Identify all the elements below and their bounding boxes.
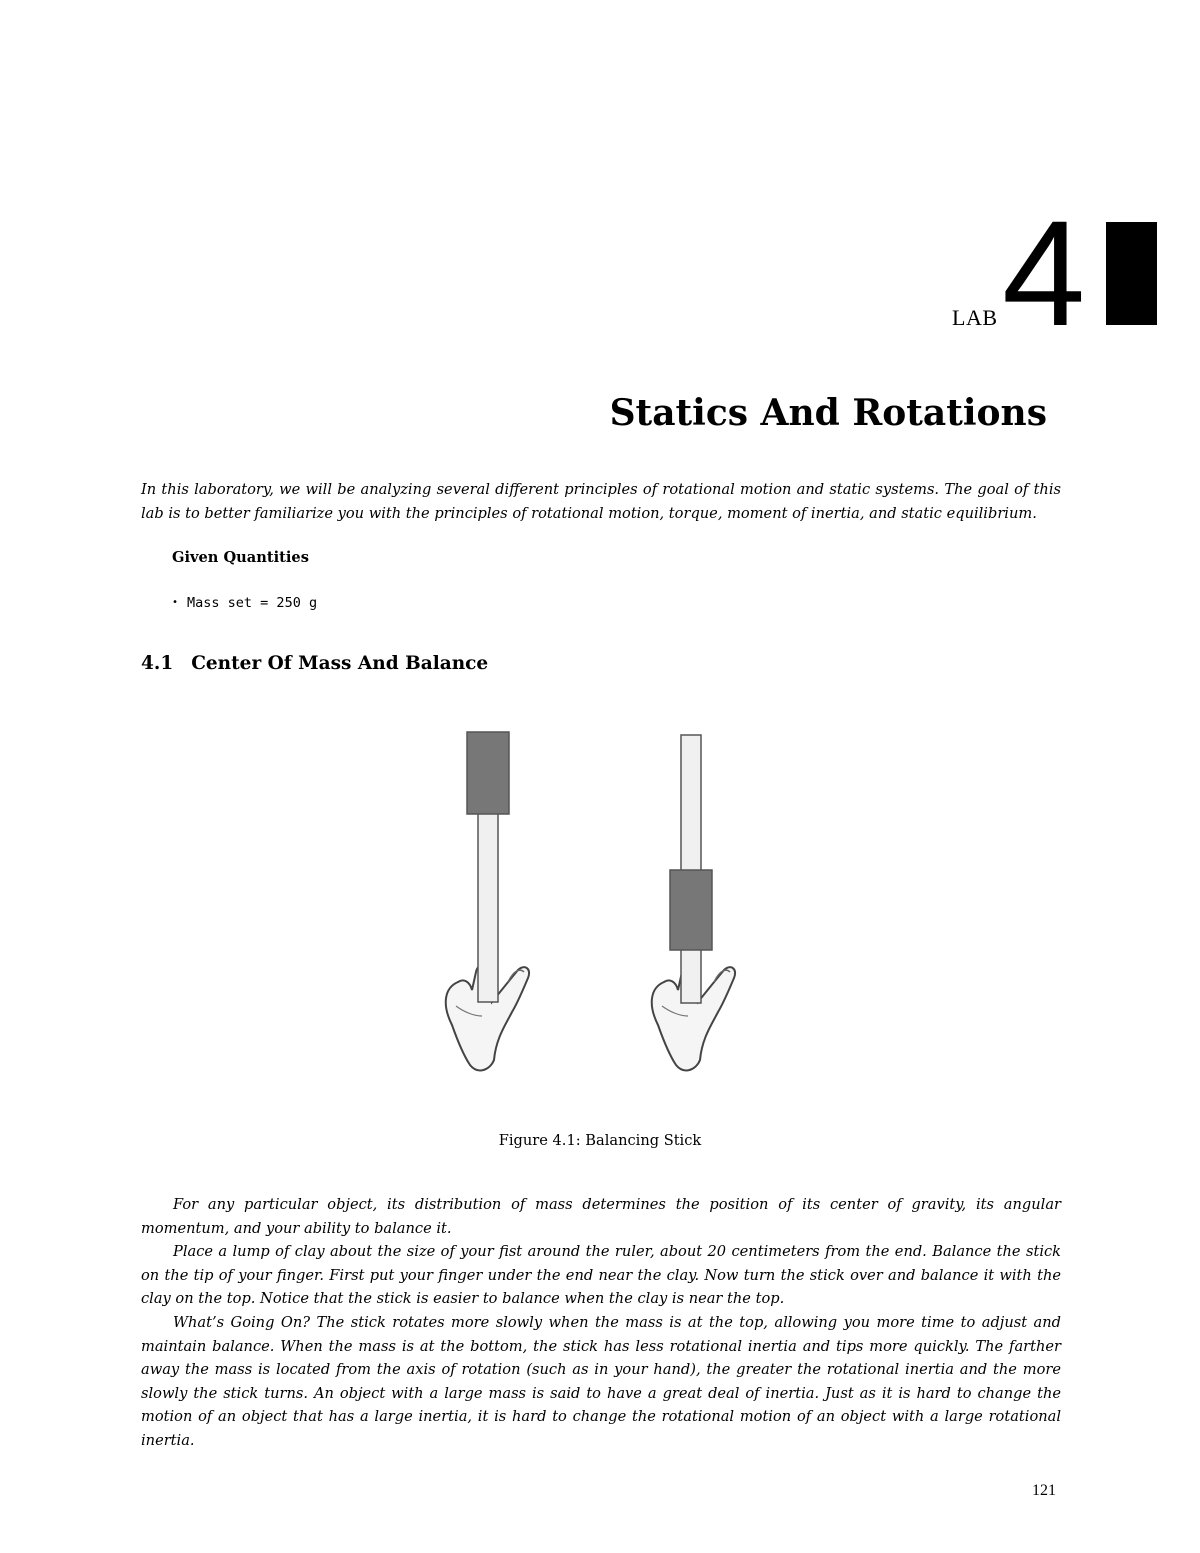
paragraph: For any particular object, its distribution of mass determines the position of its center of gravity, its angular momentum, and your ability to balance it.	[141, 1196, 1061, 1237]
page-number: 121	[1032, 1482, 1056, 1499]
right-mass-bottom	[670, 870, 712, 950]
intro-paragraph: In this laboratory, we will be analyzing several different principles of rotational motion and static systems. The goal of this lab is to better familiarize you with the principles of rotational motion, torque, moment of inertia, and static equilibrium.	[141, 481, 1061, 522]
paragraph: What’s Going On? The stick rotates more slowly when the mass is at the top, allowing you more time to adjust and maintain balance. When the mass is at the bottom, the stick has less rotational inertia and tips more quickly. The farther away the mass is located from the axis of rotation (such as in your hand), the greater the rotational inertia and the more slowly the stick turns. An object with a large mass is said to have a great deal of inertia. Just as it is hard to change the motion of an object that has a large inertia, it is hard to change the rotational motion of an object with a large rotational inertia.	[141, 1313, 1061, 1449]
left-hand-stick	[446, 732, 529, 1070]
lab-label: LAB	[952, 305, 998, 330]
given-quantity-item: • Mass set = 250 g	[172, 595, 317, 611]
section-heading	[141, 653, 488, 674]
given-quantities-heading: Given Quantities	[172, 549, 309, 566]
paragraph: Place a lump of clay about the size of your fist around the ruler, about 20 centimeters from the end. Balance the stick on the tip of your finger. First put your finger under the end near the clay. Now turn the stick over and balance it with the clay on the top. Notice that the stick is easier to balance when the clay is near the top.	[141, 1243, 1061, 1308]
right-hand-stick	[652, 735, 735, 1070]
given-quantities-list	[172, 595, 317, 611]
body-text	[141, 1193, 1061, 1453]
figure-caption: Figure 4.1: Balancing Stick	[498, 1132, 702, 1149]
section-title: Center Of Mass And Balance	[191, 653, 489, 674]
balancing-stick-figure	[420, 720, 800, 1100]
right-stick	[681, 735, 701, 1003]
chapter-title: Statics And Rotations	[609, 392, 1047, 434]
left-mass-top	[467, 732, 509, 814]
section-number: 4.1	[141, 653, 174, 674]
chapter-marker-block	[1106, 222, 1157, 325]
left-stick	[478, 812, 498, 1002]
lab-number: 4	[1002, 189, 1086, 357]
